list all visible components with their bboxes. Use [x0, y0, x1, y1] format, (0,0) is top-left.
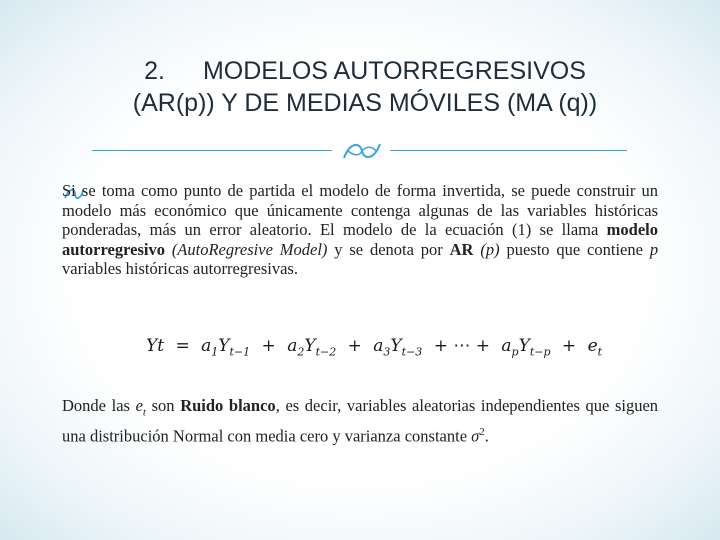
p1-text4: variables históricas autorregresivas. [62, 259, 298, 278]
p2-sigma: σ [471, 426, 480, 446]
eq-plus4: + [561, 336, 577, 356]
swirl-ornament-icon [340, 138, 384, 164]
eq-tp-y-sub: t−p [529, 345, 551, 359]
p2-e-sub: t [142, 406, 146, 419]
ar-equation [146, 336, 603, 359]
title-line1: MODELOS AUTORREGRESIVOS [202, 57, 586, 85]
eq-tp-sub: p [511, 345, 519, 359]
p1-italic-term: (AutoRegresive Model) [171, 239, 328, 259]
eq-t3-y: Y [390, 336, 402, 356]
p2-e-term: e [135, 396, 143, 415]
eq-t2: a [287, 336, 298, 356]
p2-text3: , es decir, variables aleatorias independientes que siguen una distribución Normal con media cero y varianza constante [62, 396, 659, 446]
title-number: 2. [144, 57, 165, 85]
eq-t1: a [201, 336, 212, 356]
eq-t2-sub: 2 [297, 345, 305, 359]
p1-bold-ar: AR [449, 239, 474, 259]
eq-t3-y-sub: t−3 [401, 345, 423, 359]
slide-title [60, 55, 670, 119]
p1-bold-term: modelo autorregresivo [62, 220, 659, 259]
eq-t2-y-sub: t−2 [315, 345, 337, 359]
eq-tp-y: Y [518, 336, 530, 356]
paragraph-white-noise [62, 396, 658, 446]
p2-sigma-sup: 2 [479, 425, 485, 438]
eq-plus3: + ⋯ + [433, 336, 490, 356]
eq-t1-y-sub: t−1 [229, 345, 251, 359]
eq-lhs: Yt [146, 336, 165, 356]
eq-tp: a [501, 336, 512, 356]
p2-bold-term: Ruido blanco [180, 396, 276, 415]
p1-italic-p2: p [649, 239, 659, 259]
divider-left [92, 150, 332, 151]
divider-right [390, 150, 627, 151]
eq-e: e [587, 336, 598, 356]
eq-t3-sub: 3 [383, 345, 391, 359]
p2-text1: Donde las [62, 396, 130, 415]
eq-t3: a [373, 336, 384, 356]
eq-e-sub: t [597, 345, 603, 359]
p2-text2: son [151, 396, 175, 415]
eq-plus1: + [261, 336, 276, 356]
eq-t1-sub: 1 [211, 345, 219, 359]
title-line2: (AR(p)) Y DE MEDIAS MÓVILES (MA (q)) [132, 89, 598, 117]
p2-end: . [484, 426, 489, 446]
p1-italic-p: (p) [480, 239, 500, 259]
p1-text3: puesto que contiene [506, 239, 643, 259]
paragraph-ar-definition [62, 181, 658, 279]
p1-text2: y se denota por [334, 239, 443, 259]
eq-t2-y: Y [304, 336, 316, 356]
p1-text1: Si se toma como punto de partida el modelo de forma invertida, se puede construir un modelo más económico que únicamente contenga algunas de las variables históricas ponderadas, más un error aleatorio. El modelo de la ecuación (1) se llama [62, 181, 658, 239]
eq-t1-y: Y [218, 336, 230, 356]
eq-plus2: + [347, 336, 362, 356]
eq-equals: = [175, 336, 190, 356]
